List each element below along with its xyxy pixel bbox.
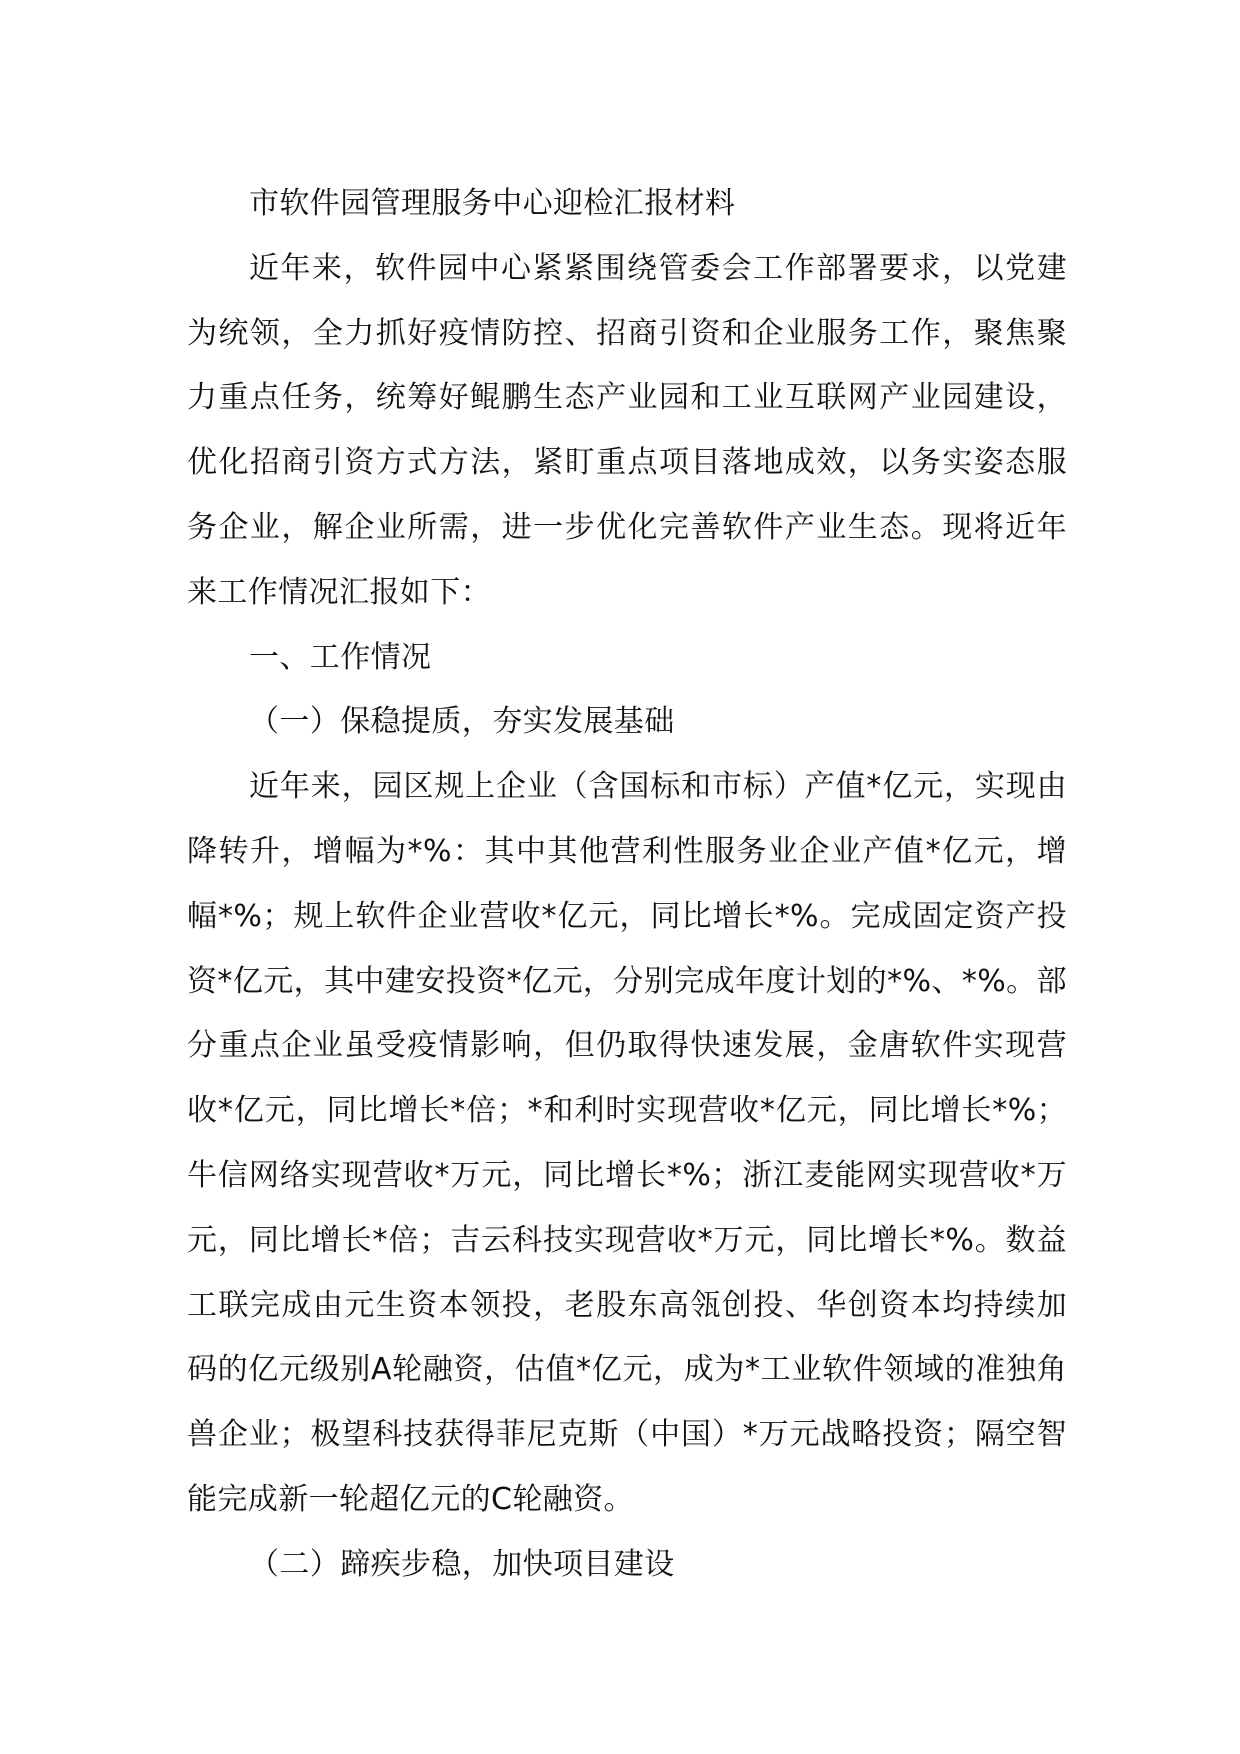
document-body xyxy=(187,172,1067,1598)
body-paragraph-1: 近年来，园区规上企业（含国标和市标）产值*亿元，实现由降转升，增幅为*%：其中其他营利性服务业企业产值*亿元，增幅*%；规上软件企业营收*亿元，同比增长*%。完成固定资产投资*亿元，其中建安投资*亿元，分别完成年度计划的*%、*%。部分重点企业虽受疫情影响，但仍取得快速发展，金唐软件实现营收*亿元，同比增长*倍；*和利时实现营收*亿元，同比增长*%；牛信网络实现营收*万元，同比增长*%；浙江麦能网实现营收*万元，同比增长*倍；吉云科技实现营收*万元，同比增长*%。数益工联完成由元生资本领投，老股东高瓴创投、华创资本均持续加码的亿元级别A轮融资，估值*亿元，成为*工业软件领域的准独角兽企业；极望科技获得菲尼克斯（中国）*万元战略投资；隔空智能完成新一轮超亿元的C轮融资。 xyxy=(187,769,1067,1517)
subsection-heading-2: （二）蹄疾步稳，加快项目建设 xyxy=(249,1546,675,1582)
document-title: 市软件园管理服务中心迎检汇报材料 xyxy=(249,186,736,221)
section-heading: 一、工作情况 xyxy=(249,639,432,675)
intro-paragraph: 近年来，软件园中心紧紧围绕管委会工作部署要求，以党建为统领，全力抓好疫情防控、招商引资和企业服务工作，聚焦聚力重点任务，统筹好鲲鹏生态产业园和工业互联网产业园建设，优化招商引资方式方法，紧盯重点项目落地成效，以务实姿态服务企业，解企业所需，进一步优化完善软件产业生态。现将近年来工作情况汇报如下： xyxy=(187,250,1067,610)
subsection-heading-1: （一）保稳提质，夯实发展基础 xyxy=(249,704,675,740)
